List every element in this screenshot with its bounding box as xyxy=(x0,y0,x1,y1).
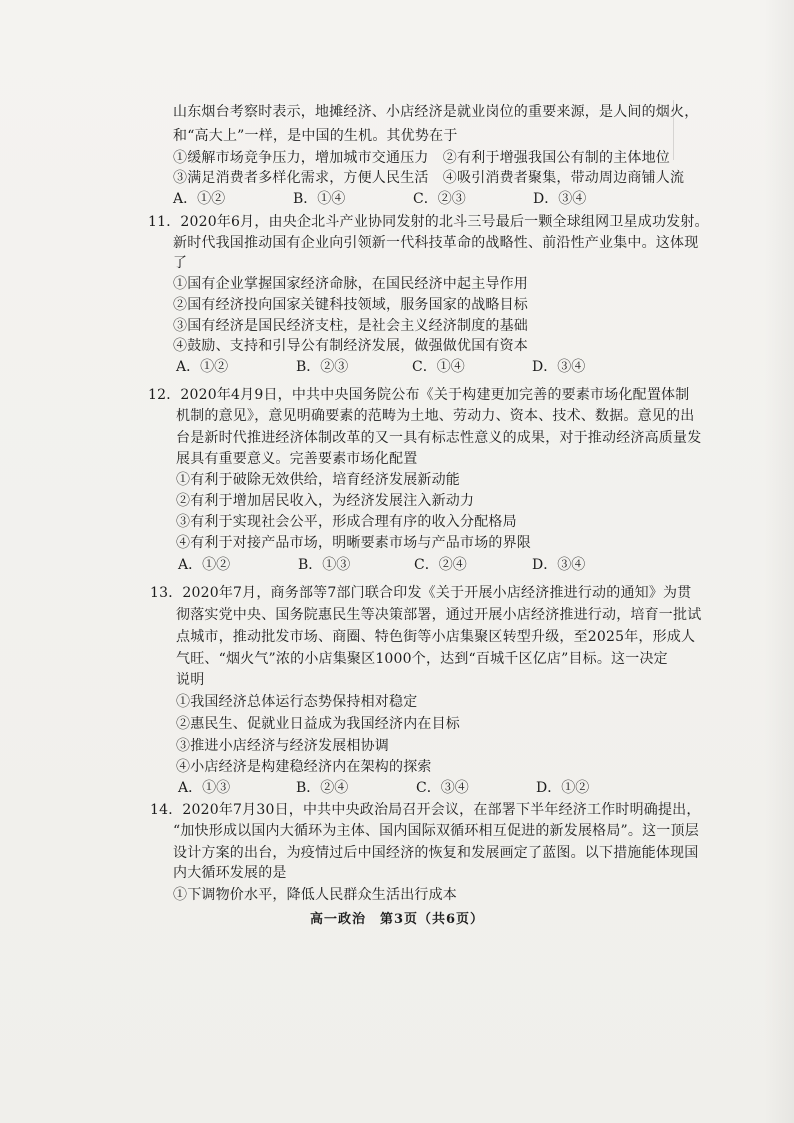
option-b: B．②③ xyxy=(296,359,349,375)
q12-stem-3: 台是新时代推进经济体制改革的又一具有标志性意义的成果，对于推动经济高质量发 xyxy=(176,430,702,446)
q13-statement-4: ④小店经济是构建稳经济内在架构的探索 xyxy=(176,759,432,775)
option-d: D．③④ xyxy=(532,359,586,375)
q11-stem-1: 11．2020年6月，由央企北斗产业协同发射的北斗三号最后一颗全球组网卫星成功发射。 xyxy=(148,214,709,230)
q14-stem-1: 14．2020年7月30日，中共中央政治局召开会议，在部署下半年经济工作时明确提出， xyxy=(150,802,701,818)
option-c: C．③④ xyxy=(416,780,469,796)
q14-stem-2: “加快形成以国内大循环为主体、国内国际双循环相互促进的新发展格局”。这一顶层 xyxy=(173,823,699,839)
q13-statement-1: ①我国经济总体运行态势保持相对稳定 xyxy=(176,694,418,710)
option-b: B．①③ xyxy=(298,557,351,573)
option-a: A．①③ xyxy=(178,780,231,796)
option-b: B．①④ xyxy=(293,191,346,207)
option-a: A．①② xyxy=(178,557,231,573)
q13-statement-2: ②惠民生、促就业日益成为我国经济内在目标 xyxy=(176,716,460,732)
q11-stem-3: 了 xyxy=(173,255,188,271)
q10-line-2: 和“高大上”一样，是中国的生机。其优势在于 xyxy=(173,128,458,144)
q10-line-1: 山东烟台考察时表示，地摊经济、小店经济是就业岗位的重要来源，是人间的烟火， xyxy=(173,104,699,120)
option-a: A．①② xyxy=(176,359,229,375)
option-c: C．②④ xyxy=(414,557,467,573)
scan-shadow xyxy=(764,0,794,1123)
q13-stem-5: 说明 xyxy=(176,672,205,688)
q13-stem-3: 点城市，推动批发市场、商圈、特色街等小店集聚区转型升级，至2025年，形成人 xyxy=(176,629,696,645)
option-d: D．③④ xyxy=(533,191,587,207)
q11-statement-2: ②国有经济投向国家关键科技领域，服务国家的战略目标 xyxy=(173,297,528,313)
q10-statement-1-2: ①缓解市场竞争压力，增加城市交通压力 ②有利于增强我国公有制的主体地位 xyxy=(173,150,670,166)
q12-stem-2: 机制的意见》，意见明确要素的范畴为土地、劳动力、资本、技术、数据。意见的出 xyxy=(176,408,695,424)
q13-stem-4: 气旺、“烟火气”浓的小店集聚区1000个，达到“百城千区亿店”目标。这一决定 xyxy=(176,651,668,667)
q12-stem-1: 12．2020年4月9日，中共中央国务院公布《关于构建更加完善的要素市场化配置体制 xyxy=(148,387,690,403)
option-d: D．③④ xyxy=(532,557,586,573)
q13-stem-2: 彻落实党中央、国务院惠民生等决策部署，通过开展小店经济推进行动，培育一批试 xyxy=(176,607,702,623)
q12-statement-4: ④有利于对接产品市场，明晰要素市场与产品市场的界限 xyxy=(176,535,531,551)
q12-statement-1: ①有利于破除无效供给，培育经济发展新动能 xyxy=(176,472,460,488)
q14-stem-3: 设计方案的出台，为疫情过后中国经济的恢复和发展画定了蓝图。以下措施能体现国 xyxy=(173,845,699,861)
q14-stem-4: 内大循环发展的是 xyxy=(173,865,287,881)
option-c: C．②③ xyxy=(413,191,466,207)
option-b: B．②④ xyxy=(296,780,349,796)
q11-statement-4: ④鼓励、支持和引导公有制经济发展，做强做优国有资本 xyxy=(173,338,528,354)
q14-statement-1: ①下调物价水平，降低人民群众生活出行成本 xyxy=(173,887,457,903)
option-d: D．①② xyxy=(536,780,590,796)
q13-statement-3: ③推进小店经济与经济发展相协调 xyxy=(176,738,389,754)
q11-statement-1: ①国有企业掌握国家经济命脉，在国民经济中起主导作用 xyxy=(173,276,528,292)
q12-statement-3: ③有利于实现社会公平，形成合理有序的收入分配格局 xyxy=(176,514,517,530)
q12-stem-4: 展具有重要意义。完善要素市场化配置 xyxy=(176,451,418,467)
page-footer: 高一政治 第3页（共6页） xyxy=(309,912,485,927)
q10-statement-3-4: ③满足消费者多样化需求，方便人民生活 ④吸引消费者聚集，带动周边商铺人流 xyxy=(173,170,685,186)
option-a: A．①② xyxy=(173,191,226,207)
option-c: C．①④ xyxy=(412,359,465,375)
q11-stem-2: 新时代我国推动国有企业向引领新一代科技革命的战略性、前沿性产业集中。这体现 xyxy=(173,235,699,251)
q12-statement-2: ②有利于增加居民收入，为经济发展注入新动力 xyxy=(176,493,475,509)
q11-statement-3: ③国有经济是国民经济支柱，是社会主义经济制度的基础 xyxy=(173,318,528,334)
q13-stem-1: 13．2020年7月，商务部等7部门联合印发《关于开展小店经济推进行动的通知》为贯 xyxy=(150,585,692,601)
